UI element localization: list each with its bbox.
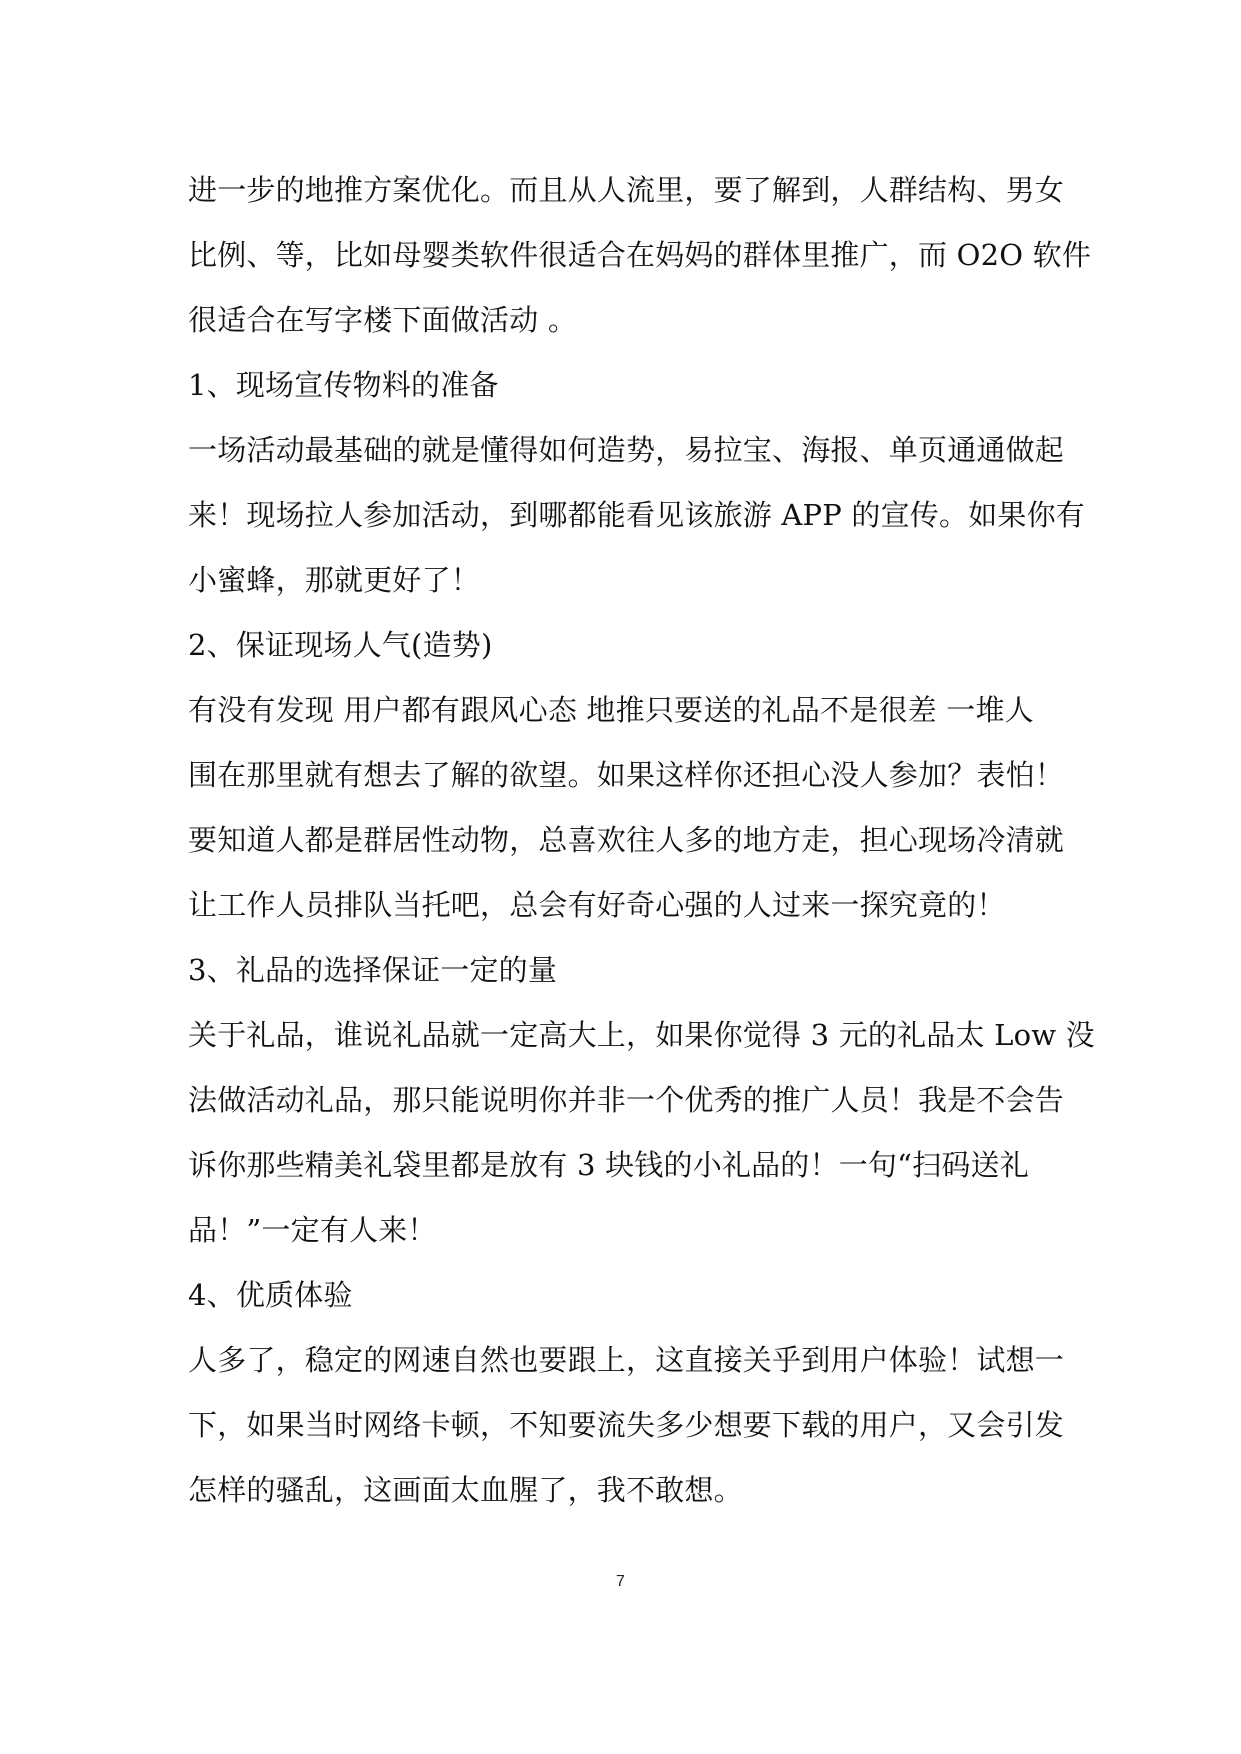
text-line: 要知道人都是群居性动物，总喜欢往人多的地方走，担心现场冷清就	[188, 823, 1065, 857]
text-line: 人多了，稳定的网速自然也要跟上，这直接关乎到用户体验！试想一	[188, 1343, 1065, 1377]
section-heading: 4、优质体验	[188, 1278, 353, 1312]
body-text	[188, 158, 1095, 1523]
section-heading: 3、礼品的选择保证一定的量	[188, 953, 558, 987]
text-line: 关于礼品，谁说礼品就一定高大上，如果你觉得 3 元的礼品太 Low 没	[188, 1018, 1095, 1052]
text-line: 比例、等，比如母婴类软件很适合在妈妈的群体里推广，而 O2O 软件	[188, 238, 1092, 272]
text-line: 品！”一定有人来！	[188, 1213, 437, 1247]
text-line: 围在那里就有想去了解的欲望。如果这样你还担心没人参加？表怕！	[188, 758, 1065, 792]
text-line: 进一步的地推方案优化。而且从人流里，要了解到，人群结构、男女	[188, 173, 1065, 207]
text-line: 有没有发现 用户都有跟风心态 地推只要送的礼品不是很差 一堆人	[188, 693, 1034, 727]
text-line: 法做活动礼品，那只能说明你并非一个优秀的推广人员！我是不会告	[188, 1083, 1065, 1117]
text-line: 来！现场拉人参加活动，到哪都能看见该旅游 APP 的宣传。如果你有	[188, 498, 1086, 532]
text-line: 让工作人员排队当托吧，总会有好奇心强的人过来一探究竟的！	[188, 888, 1006, 922]
text-line: 诉你那些精美礼袋里都是放有 3 块钱的小礼品的！一句“扫码送礼	[188, 1148, 1029, 1182]
text-line: 很适合在写字楼下面做活动 。	[188, 303, 578, 337]
text-line: 一场活动最基础的就是懂得如何造势，易拉宝、海报、单页通通做起	[188, 433, 1065, 467]
section-heading: 1、现场宣传物料的准备	[188, 368, 499, 402]
text-line: 怎样的骚乱，这画面太血腥了，我不敢想。	[188, 1473, 743, 1507]
page-number: 7	[616, 1573, 625, 1590]
text-line: 小蜜蜂，那就更好了！	[188, 563, 481, 597]
text-line: 下，如果当时网络卡顿，不知要流失多少想要下载的用户，又会引发	[188, 1408, 1065, 1442]
section-heading: 2、保证现场人气(造势)	[188, 628, 493, 662]
